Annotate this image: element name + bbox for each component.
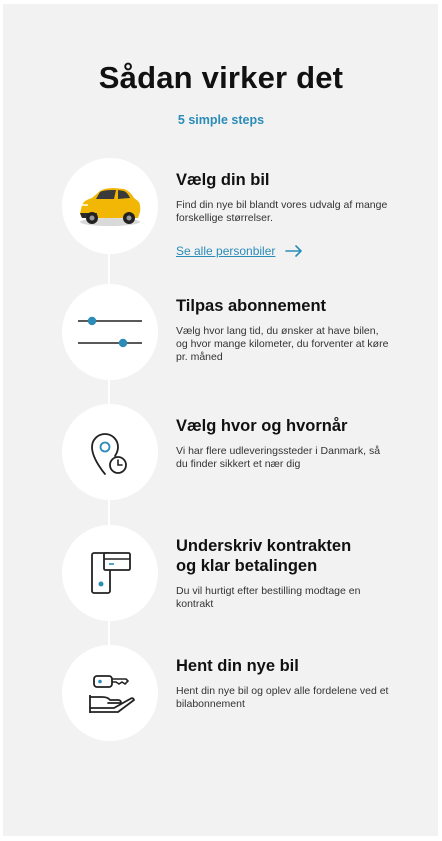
- step-2-description: Vælg hvor lang tid, du ønsker at have bilen, og hvor mange kilometer, du forventer at køre pr. måned: [176, 325, 389, 364]
- car-icon: [62, 158, 158, 254]
- page-title: Sådan virker det: [98, 60, 344, 95]
- step-4-title-line-2: og klar betalingen: [176, 557, 318, 575]
- step-2-icon-circle: [62, 284, 158, 380]
- step-5-icon-circle: [62, 645, 158, 741]
- see-all-cars-link[interactable]: [176, 244, 303, 258]
- step-3-icon-circle: [62, 404, 158, 500]
- step-3-description: Vi har flere udleveringssteder i Danmark, så du finder sikkert et nær dig: [176, 445, 381, 471]
- key-hand-icon: [62, 645, 158, 741]
- step-4-description: Du vil hurtigt efter bestilling modtage en kontrakt: [176, 585, 361, 611]
- step-3-title: Vælg hvor og hvornår: [176, 417, 348, 435]
- step-1-icon-circle: [62, 158, 158, 254]
- step-5-description: Hent din nye bil og oplev alle fordelene ved et bilabonnement: [176, 685, 389, 711]
- page-subtitle: 5 simple steps: [177, 113, 265, 127]
- location-clock-icon: [62, 404, 158, 500]
- step-4-icon-circle: [62, 525, 158, 621]
- see-all-cars-link-text[interactable]: Se alle personbiler: [176, 244, 276, 258]
- step-2-title: Tilpas abonnement: [176, 297, 327, 315]
- step-1-description: Find din nye bil blandt vores udvalg af mange forskellige størrelser.: [176, 199, 388, 225]
- contract-payment-icon: [62, 525, 158, 621]
- arrow-right-icon[interactable]: [285, 245, 303, 257]
- sliders-icon: [62, 284, 158, 380]
- step-4-title-line-1: Underskriv kontrakten: [176, 537, 352, 555]
- step-1-title: Vælg din bil: [176, 171, 270, 189]
- step-5-title: Hent din nye bil: [176, 657, 299, 675]
